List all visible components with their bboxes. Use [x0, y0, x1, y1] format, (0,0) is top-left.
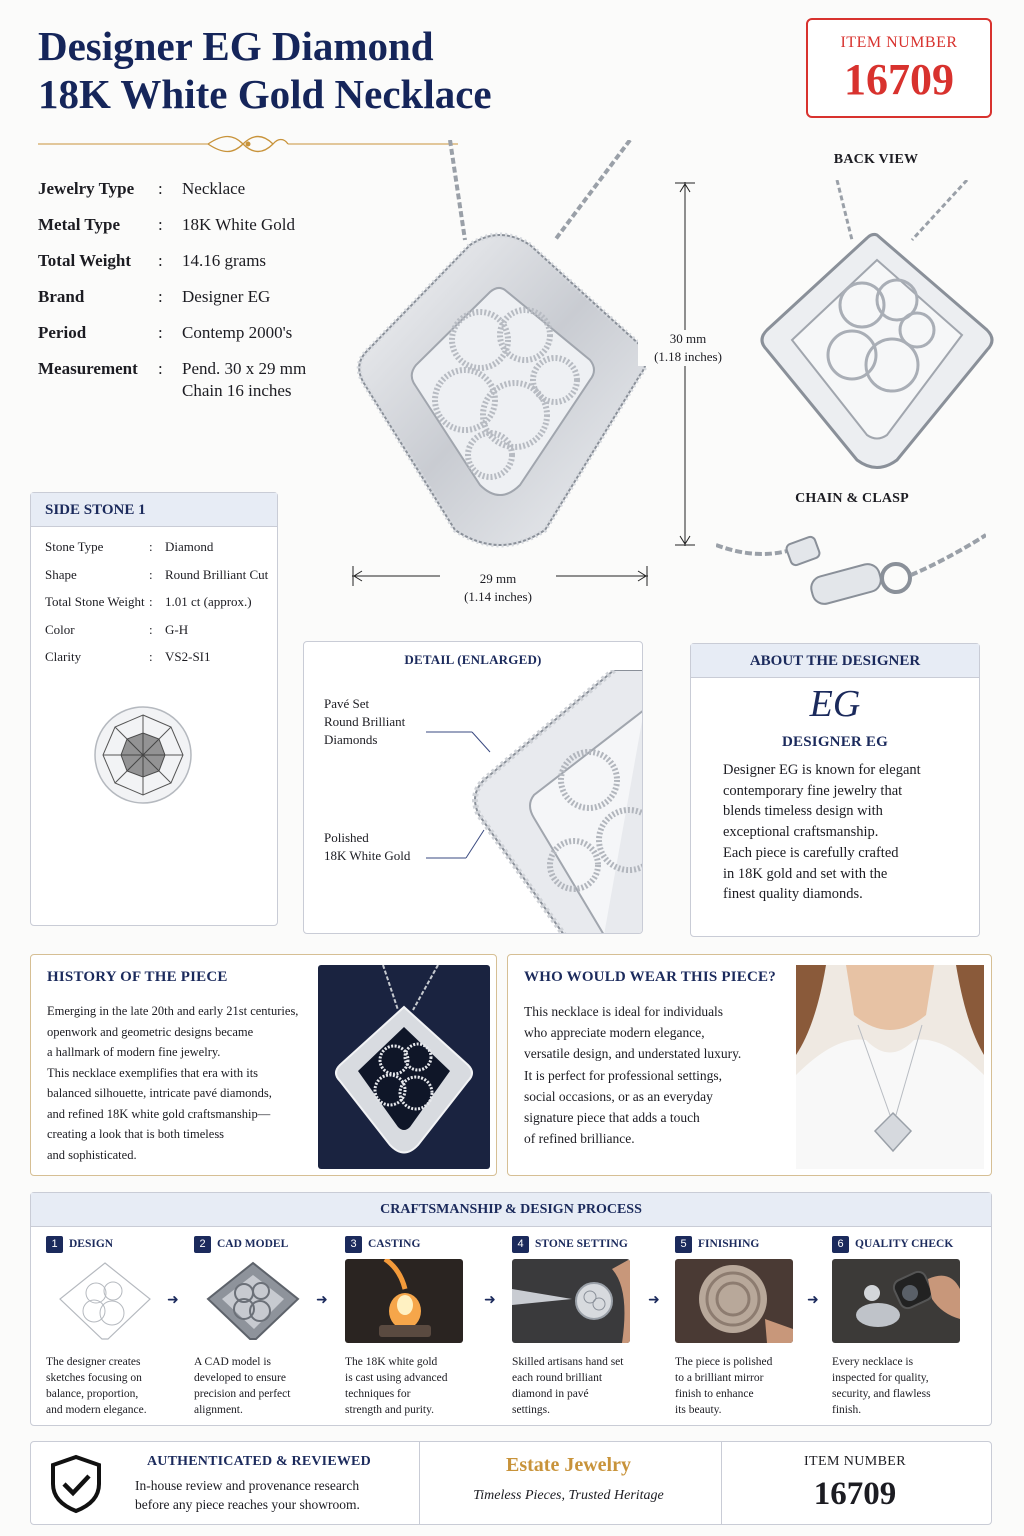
spec-row [38, 286, 368, 308]
designer-monogram: EG [809, 683, 861, 725]
spec-colon: : [158, 287, 163, 306]
stone-row [45, 567, 277, 583]
designer-text [691, 751, 979, 905]
detail-label-line: Pavé Set [324, 696, 370, 711]
wear-card [507, 954, 992, 1176]
history-text [47, 1001, 322, 1165]
stone-setting-image [512, 1259, 630, 1343]
spec-value: Contemp 2000's [182, 323, 293, 342]
text-line: contemporary fine jewelry that [723, 782, 903, 799]
detail-card [303, 641, 643, 934]
footer-divider [721, 1442, 722, 1524]
height-mm: 30 mm [669, 331, 707, 346]
detail-label-line: Polished [324, 830, 369, 845]
process-step [512, 1234, 652, 1418]
side-stone-card [30, 492, 278, 926]
designer-card [690, 643, 980, 937]
step-text [194, 1354, 324, 1418]
stone-value: VS2-SI1 [165, 649, 211, 664]
authenticated-title: AUTHENTICATED & REVIEWED [147, 1454, 371, 1469]
text-line: openwork and geometric designs became [47, 1024, 254, 1039]
text-line: a hallmark of modern fine jewelry. [47, 1045, 221, 1059]
step-title: DESIGN [69, 1238, 114, 1250]
spec-value: Designer EG [182, 287, 271, 306]
back-view-label: BACK VIEW [833, 152, 919, 167]
step-number: 5 [675, 1236, 692, 1253]
spec-key: Metal Type [38, 215, 120, 234]
item-number-value: 16709 [844, 55, 954, 104]
text-line: precision and perfect [194, 1388, 291, 1400]
wear-heading: WHO WOULD WEAR THIS PIECE? [524, 969, 776, 985]
spec-row [38, 358, 368, 402]
step-text [512, 1354, 652, 1418]
stone-key: Color [45, 621, 75, 637]
detail-enlarged-image [414, 670, 643, 934]
title-line-1: Designer EG Diamond [38, 23, 434, 69]
stone-value: G-H [165, 621, 189, 637]
spec-row [38, 322, 368, 344]
stone-key: Stone Type [45, 539, 104, 554]
spec-key: Total Weight [38, 251, 132, 270]
text-line: settings. [512, 1404, 551, 1416]
text-line: and sophisticated. [47, 1147, 137, 1162]
detail-label-line: 18K White Gold [324, 848, 411, 863]
text-line: developed to ensure [194, 1372, 286, 1384]
spec-value [182, 358, 362, 402]
spec-colon: : [158, 215, 163, 234]
designer-name: DESIGNER EG [782, 734, 888, 750]
text-line: techniques for [345, 1388, 411, 1400]
spec-row [38, 178, 368, 200]
step-title: QUALITY CHECK [855, 1238, 954, 1250]
text-line: finest quality diamonds. [723, 886, 863, 903]
chain-clasp-label: CHAIN & CLASP [795, 491, 909, 506]
text-line: creating a look that is both timeless [47, 1127, 225, 1141]
text-line: finish. [832, 1404, 862, 1416]
text-line: The designer creates [46, 1356, 141, 1368]
text-line: diamond in pavé [512, 1388, 589, 1400]
text-line: social occasions, or as an everyday [524, 1088, 713, 1104]
width-dimension-label [440, 570, 556, 606]
spec-value: Necklace [182, 179, 246, 198]
text-line: Each piece is carefully crafted [723, 844, 899, 861]
spec-key: Jewelry Type [38, 179, 135, 198]
height-in: (1.18 inches) [654, 349, 722, 364]
detail-label-line: Diamonds [324, 732, 378, 747]
authenticated-text [135, 1477, 360, 1514]
text-line: balance, proportion, [46, 1388, 139, 1400]
spec-row [38, 250, 368, 272]
text-line: Every necklace is [832, 1356, 914, 1368]
stone-colon: : [149, 539, 153, 554]
stone-colon: : [149, 566, 153, 582]
stone-row [45, 594, 277, 610]
process-step [675, 1234, 805, 1418]
spec-colon: : [158, 359, 163, 378]
stone-colon: : [149, 649, 153, 664]
arrow-right-icon: ➜ [316, 1293, 328, 1308]
width-in: (1.14 inches) [464, 589, 532, 604]
text-line: Designer EG is known for elegant [723, 762, 921, 778]
cad-model-image [194, 1259, 312, 1343]
stone-value: Round Brilliant Cut [165, 566, 269, 582]
step-number: 4 [512, 1236, 529, 1253]
text-line: Emerging in the late 20th and early 21st centuries, [47, 1004, 299, 1018]
text-line: finish to enhance [675, 1388, 754, 1400]
stone-row [45, 622, 277, 638]
design-sketch-image [46, 1259, 164, 1343]
spec-row [38, 214, 368, 236]
spec-value: 14.16 grams [182, 251, 267, 270]
text-line: The 18K white gold [345, 1356, 438, 1368]
pendant-front-image [340, 140, 660, 560]
step-title: STONE SETTING [535, 1238, 628, 1250]
model-wearing-image [796, 965, 984, 1169]
pendant-back-image [752, 180, 1002, 470]
step-text [46, 1354, 176, 1418]
spec-key: Brand [38, 287, 85, 306]
detail-heading: DETAIL (ENLARGED) [404, 652, 542, 667]
history-necklace-image [318, 965, 490, 1169]
spec-colon: : [158, 323, 163, 342]
brand-tagline: Timeless Pieces, Trusted Heritage [473, 1488, 664, 1503]
side-stone-heading: SIDE STONE 1 [31, 493, 277, 527]
stone-value: 1.01 ct (approx.) [165, 594, 252, 609]
item-number-label: ITEM NUMBER [840, 34, 958, 51]
stone-colon: : [149, 594, 153, 609]
footer-bar [30, 1441, 992, 1525]
process-heading: CRAFTSMANSHIP & DESIGN PROCESS [31, 1193, 991, 1227]
specs-list [38, 178, 368, 416]
step-title: FINISHING [698, 1238, 760, 1250]
text-line: This necklace is ideal for individuals [524, 1004, 724, 1019]
designer-heading: ABOUT THE DESIGNER [691, 644, 979, 678]
text-line: versatile design, and understated luxury. [524, 1046, 742, 1062]
casting-image [345, 1259, 463, 1343]
text-line: exceptional craftsmanship. [723, 824, 879, 841]
text-line: strength and purity. [345, 1404, 435, 1416]
measurement-chain: Chain 16 inches [182, 381, 292, 400]
wear-text [524, 1001, 794, 1149]
quality-check-image [832, 1259, 960, 1343]
arrow-right-icon: ➜ [648, 1293, 660, 1308]
text-line: signature piece that adds a touch [524, 1110, 700, 1126]
step-text [675, 1354, 805, 1418]
shield-check-icon [49, 1454, 103, 1514]
process-step [194, 1234, 324, 1418]
process-step [832, 1234, 982, 1418]
step-title: CASTING [368, 1238, 421, 1250]
text-line: It is perfect for professional settings, [524, 1067, 722, 1083]
history-heading: HISTORY OF THE PIECE [47, 969, 228, 985]
text-line: and refined 18K white gold craftsmanship— [47, 1106, 271, 1121]
text-line: balanced silhouette, intricate pavé diamonds, [47, 1086, 272, 1100]
step-text [832, 1354, 982, 1418]
spec-colon: : [158, 251, 163, 270]
step-title: CAD MODEL [217, 1238, 289, 1250]
history-card [30, 954, 497, 1176]
stone-key: Shape [45, 566, 77, 582]
text-line: each round brilliant [512, 1372, 603, 1384]
diamond-image [91, 703, 195, 807]
stone-colon: : [149, 621, 153, 637]
step-number: 2 [194, 1236, 211, 1253]
text-line: blends timeless design with [723, 803, 883, 820]
width-mm: 29 mm [479, 571, 517, 586]
text-line: to a brilliant mirror [675, 1372, 764, 1384]
spec-key: Measurement [38, 359, 138, 378]
text-line: In-house review and provenance research [135, 1478, 360, 1493]
arrow-right-icon: ➜ [167, 1293, 179, 1308]
text-line: The piece is polished [675, 1356, 773, 1368]
arrow-right-icon: ➜ [484, 1293, 496, 1308]
stone-key: Clarity [45, 649, 82, 664]
process-step [345, 1234, 475, 1418]
detail-label-diamonds [324, 695, 405, 749]
finishing-image [675, 1259, 793, 1343]
stone-key: Total Stone Weight [45, 594, 145, 609]
step-number: 3 [345, 1236, 362, 1253]
stone-value: Diamond [165, 539, 214, 554]
measurement-pendant: Pend. 30 x 29 mm [182, 359, 307, 378]
page-title [38, 22, 598, 118]
step-number: 1 [46, 1236, 63, 1253]
text-line: who appreciate modern elegance, [524, 1025, 705, 1041]
spec-colon: : [158, 179, 163, 198]
spec-value: 18K White Gold [182, 215, 296, 234]
footer-item-label: ITEM NUMBER [803, 1454, 906, 1469]
brand-name: Estate Jewelry [506, 1454, 631, 1476]
step-text [345, 1354, 475, 1418]
text-line: in 18K gold and set with the [723, 865, 888, 882]
text-line: Skilled artisans hand set [512, 1356, 624, 1368]
footer-item-number: 16709 [813, 1476, 897, 1512]
arrow-right-icon: ➜ [807, 1293, 819, 1308]
text-line: before any piece reaches your showroom. [135, 1496, 360, 1512]
text-line: A CAD model is [194, 1356, 271, 1368]
height-dimension-label [638, 330, 738, 366]
text-line: inspected for quality, [832, 1372, 929, 1384]
text-line: and modern elegance. [46, 1404, 147, 1416]
detail-label-gold [324, 829, 410, 865]
chain-clasp-image [716, 520, 986, 620]
stone-row [45, 649, 277, 665]
text-line: sketches focusing on [46, 1372, 142, 1384]
item-number-box [806, 18, 992, 118]
stone-row [45, 539, 277, 555]
title-line-2: 18K White Gold Necklace [38, 71, 492, 117]
text-line: alignment. [194, 1404, 243, 1416]
step-number: 6 [832, 1236, 849, 1253]
text-line: is cast using advanced [345, 1372, 448, 1384]
process-step [46, 1234, 176, 1418]
text-line: This necklace exemplifies that era with its [47, 1065, 259, 1080]
text-line: of refined brilliance. [524, 1131, 635, 1147]
spec-key: Period [38, 323, 87, 342]
footer-divider [419, 1442, 420, 1524]
text-line: security, and flawless [832, 1388, 931, 1400]
detail-label-line: Round Brilliant [324, 714, 406, 729]
text-line: its beauty. [675, 1404, 722, 1416]
